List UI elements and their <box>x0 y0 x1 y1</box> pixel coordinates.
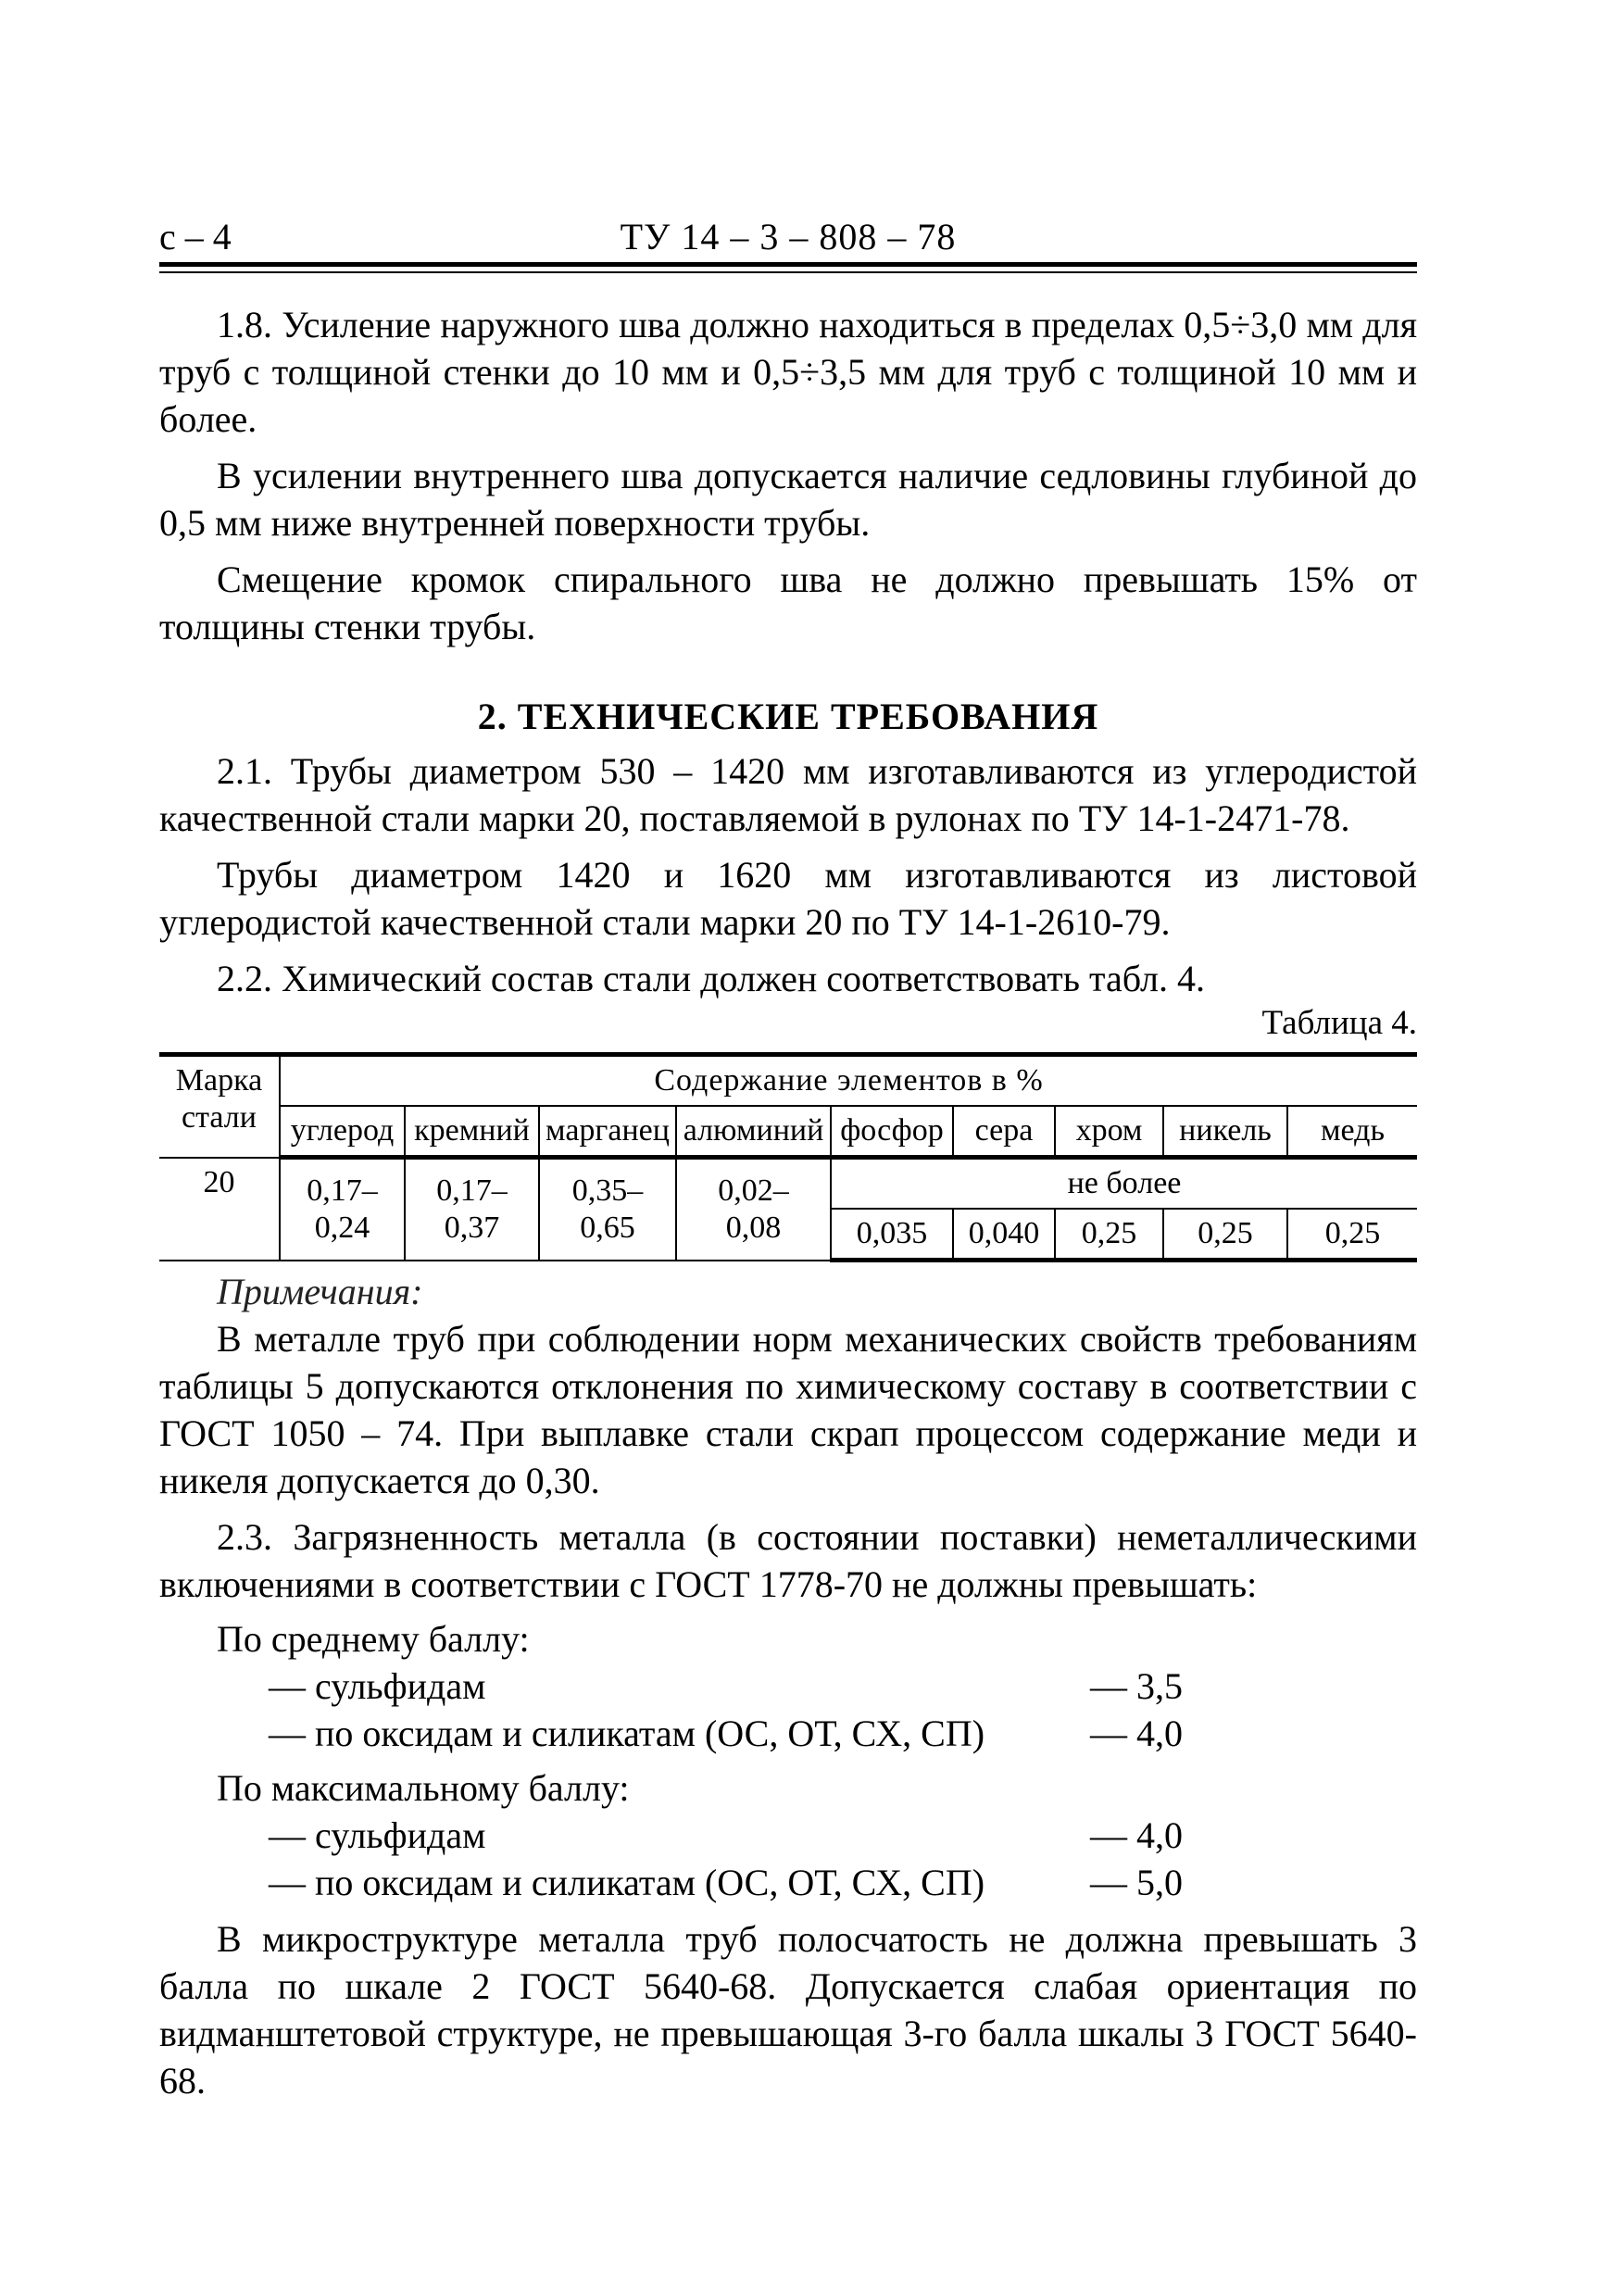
paragraph-1-8: 1.8. Усиление наружного шва должно находиться в пределах 0,5÷3,0 мм для труб с толщиной стенки до 10 мм и 0,5÷3,5 мм для труб с толщиной 10 мм и более. <box>159 304 1417 440</box>
paragraph-2-2: 2.2. Химический состав стали должен соответствовать табл. 4. <box>217 958 1206 999</box>
col-header-chromium: хром <box>1055 1106 1163 1158</box>
list-item <box>159 1662 1417 1710</box>
grade-header: Марка стали <box>175 1063 263 1135</box>
limit-label: не более <box>831 1158 1417 1210</box>
document-body <box>159 301 1417 2104</box>
col-header-manganese: марганец <box>539 1106 676 1158</box>
paragraph-2-3: 2.3. Загрязненность металла (в состоянии поставки) неметаллическими включениями в соответствии с ГОСТ 1778-70 не должны превышать: <box>159 1516 1417 1605</box>
cell-silicon: 0,17– 0,37 <box>405 1158 539 1261</box>
cell-copper: 0,25 <box>1287 1209 1417 1261</box>
notes-title: Примечания: <box>217 1271 423 1312</box>
document-code: ТУ 14 – 3 – 808 – 78 <box>620 216 957 257</box>
paragraph-2-1: 2.1. Трубы диаметром 530 – 1420 мм изготавливаются из углеродистой качественной стали марки 20, поставляемой в рулонах по ТУ 14-1-2471-78. <box>159 750 1417 839</box>
list-item-value: — 4,0 <box>1090 1713 1183 1754</box>
col-header-copper: медь <box>1287 1106 1417 1158</box>
average-score-label: По среднему баллу: <box>217 1618 530 1660</box>
list-item-value: — 3,5 <box>1090 1665 1183 1707</box>
page-header <box>159 215 1417 261</box>
list-item <box>159 1812 1417 1859</box>
section-title: 2. ТЕХНИЧЕСКИЕ ТРЕБОВАНИЯ <box>477 696 1099 737</box>
col-header-aluminium: алюминий <box>676 1106 831 1158</box>
cell-aluminium: 0,02– 0,08 <box>676 1158 831 1261</box>
list-item-name: — по оксидам и силикатам (ОС, ОТ, СХ, СП) <box>269 1862 985 1903</box>
paragraph-microstructure: В микроструктуре металла труб полосчатость не должна превышать 3 балла по шкале 2 ГОСТ 5640-68. Допускается слабая ориентация по видманштетовой структуре, не превышающая 3-го балла шкалы 3 ГОСТ 5640-68. <box>159 1918 1417 2102</box>
cell-sulfur: 0,040 <box>953 1209 1055 1261</box>
grade-header-cell <box>159 1055 280 1158</box>
list-item <box>159 1859 1417 1906</box>
cell-nickel: 0,25 <box>1163 1209 1287 1261</box>
table-caption: Таблица 4. <box>1261 1004 1417 1042</box>
grade-cell: 20 <box>159 1158 280 1261</box>
chemical-composition-table <box>159 1052 1417 1262</box>
list-item-value: — 4,0 <box>1090 1814 1183 1856</box>
notes-text: В металле труб при соблюдении норм механических свойств требованиям таблицы 5 допускаются отклонения по химическому составу в соответствии с ГОСТ 1050 – 74. При выплавке стали скрап процессом содержание меди и никеля допускается до 0,30. <box>159 1318 1417 1501</box>
list-item-name: — сульфидам <box>269 1814 486 1856</box>
col-header-silicon: кремний <box>405 1106 539 1158</box>
list-item-name: — по оксидам и силикатам (ОС, ОТ, СХ, СП) <box>269 1713 985 1754</box>
col-header-nickel: никель <box>1163 1106 1287 1158</box>
maximum-score-label: По максимальному баллу: <box>217 1767 630 1809</box>
list-item-value: — 5,0 <box>1090 1862 1183 1903</box>
cell-manganese: 0,35– 0,65 <box>539 1158 676 1261</box>
group-header: Содержание элементов в % <box>280 1055 1417 1107</box>
col-header-carbon: углерод <box>280 1106 405 1158</box>
cell-phosphorus: 0,035 <box>831 1209 953 1261</box>
paragraph-edge-offset: Смещение кромок спирального шва не должно превышать 15% от толщины стенки трубы. <box>159 558 1417 647</box>
page-number: с – 4 <box>159 216 232 257</box>
paragraph-inner-seam: В усилении внутреннего шва допускается наличие седловины глубиной до 0,5 мм ниже внутренней поверхности трубы. <box>159 455 1417 544</box>
list-item <box>159 1710 1417 1757</box>
col-header-sulfur: сера <box>953 1106 1055 1158</box>
list-item-name: — сульфидам <box>269 1665 486 1707</box>
cell-chromium: 0,25 <box>1055 1209 1163 1261</box>
header-rule-thick <box>159 262 1417 267</box>
col-header-phosphorus: фосфор <box>831 1106 953 1158</box>
paragraph-sheet-steel: Трубы диаметром 1420 и 1620 мм изготавливаются из листовой углеродистой качественной стали марки 20 по ТУ 14-1-2610-79. <box>159 854 1417 943</box>
header-rule-thin <box>159 271 1417 273</box>
cell-carbon: 0,17– 0,24 <box>280 1158 405 1261</box>
